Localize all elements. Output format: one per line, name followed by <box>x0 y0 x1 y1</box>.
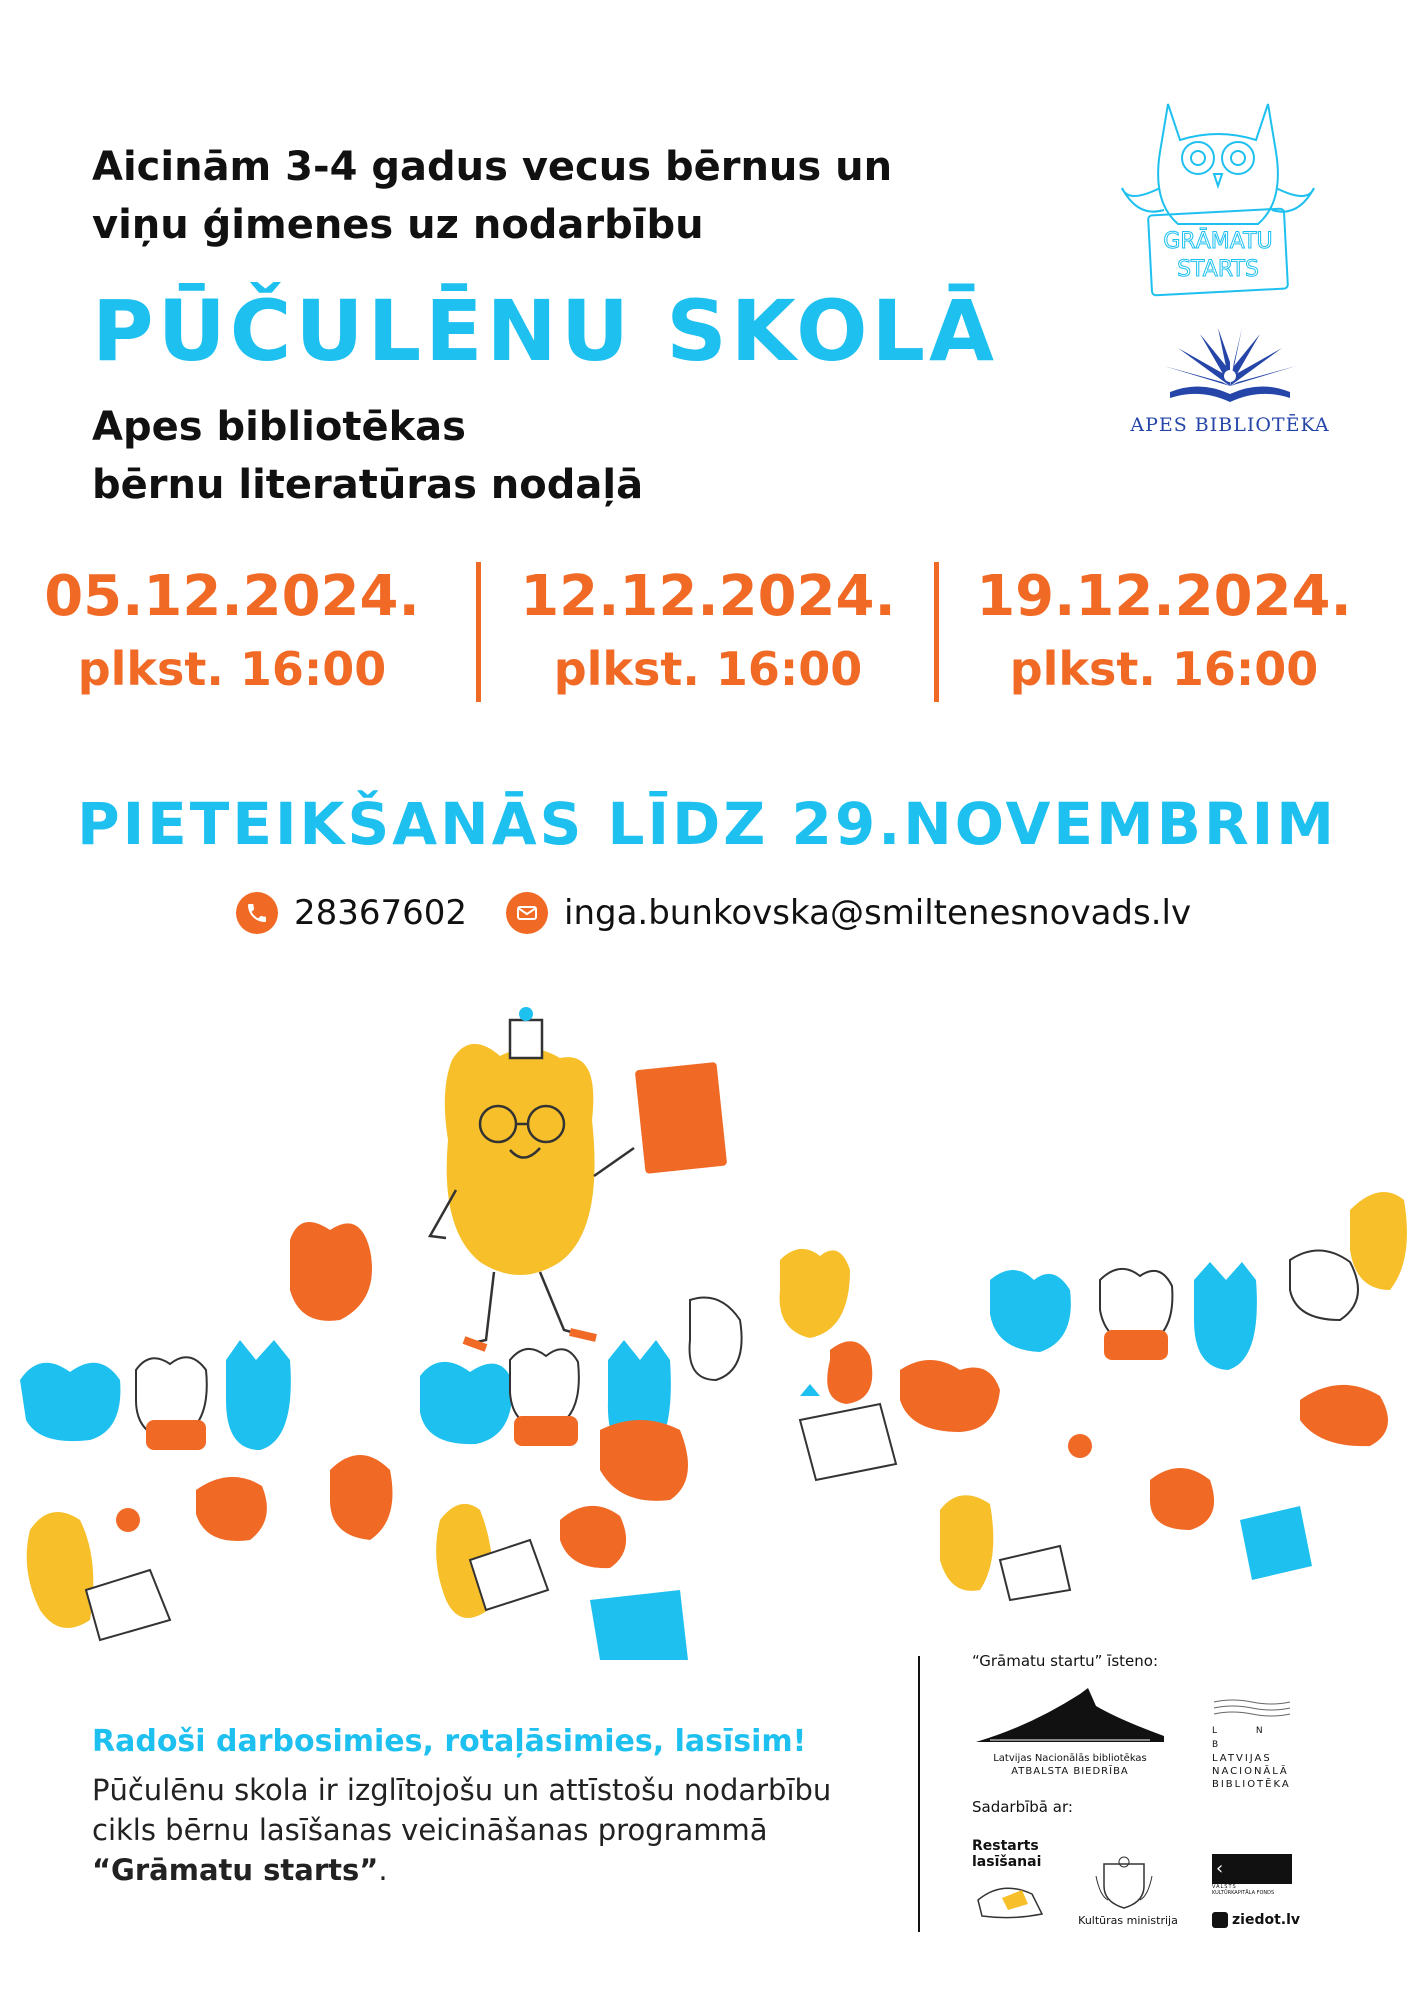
lnb-waves-icon <box>1212 1698 1292 1720</box>
email-address[interactable]: inga.bunkovska@smiltenesnovads.lv <box>564 893 1192 933</box>
description-end: . <box>378 1853 388 1887</box>
owl-logo-icon <box>1118 92 1318 302</box>
coat-of-arms-icon <box>1094 1856 1154 1910</box>
date-block-1 <box>12 562 452 706</box>
owlets-row <box>20 1192 1407 1458</box>
owlets-front <box>27 1384 1312 1660</box>
ziedot-label: ziedot.lv <box>1232 1912 1301 1928</box>
date-1: 05.12.2024. <box>44 564 420 629</box>
castle-of-light-icon <box>970 1686 1170 1748</box>
phone-number[interactable]: 28367602 <box>294 893 468 933</box>
cooperation-label: Sadarbībā ar: <box>972 1798 1073 1816</box>
reading-owls-illustration <box>0 1000 1414 1660</box>
intro-text <box>92 138 992 254</box>
lnb-line-2: NACIONĀLĀ <box>1212 1766 1289 1777</box>
vkkf-logo <box>1212 1854 1312 1898</box>
registration-deadline: PIETEIKŠANĀS LĪDZ 29.NOVEMBRIM <box>77 790 1337 858</box>
venue-text <box>92 398 643 514</box>
time-1: plkst. 16:00 <box>77 642 387 696</box>
venue-line-1: Apes bibliotēkas <box>92 404 466 450</box>
phone-icon <box>236 892 278 934</box>
owl-logo-line-1: GRĀMATU <box>1163 229 1273 254</box>
date-block-2 <box>488 562 928 706</box>
restarts-reader-icon <box>972 1870 1052 1924</box>
vkkf-line-2: KULTŪRKAPITĀLA FONDS <box>1212 1890 1275 1896</box>
intro-line-2: viņu ģimenes uz nodarbību <box>92 202 704 248</box>
phone-contact[interactable] <box>236 892 467 934</box>
partners-divider <box>918 1656 920 1932</box>
ministry-label: Kultūras ministrija <box>1078 1914 1178 1927</box>
description-text: Pūčulēnu skola ir izglītojošu un attīstošu nodarbību cikls bērnu lasīšanas veicināšanas programmā <box>92 1773 832 1847</box>
date-3: 19.12.2024. <box>976 564 1352 629</box>
ziedot-icon <box>1212 1912 1228 1928</box>
library-logo-label: APES BIBLIOTĒKA <box>1130 414 1330 436</box>
date-2: 12.12.2024. <box>520 564 896 629</box>
restarts-logo <box>972 1838 1062 1938</box>
restarts-line-1: Restarts <box>972 1838 1039 1854</box>
time-3: plkst. 16:00 <box>1009 642 1319 696</box>
lnb-support-logo <box>970 1686 1170 1782</box>
lnb-line-3: BIBLIOTĒKA <box>1212 1779 1291 1790</box>
date-divider-2 <box>934 562 939 702</box>
ministry-logo <box>1078 1856 1178 1936</box>
lnb-line-1: LATVIJAS <box>1212 1753 1272 1764</box>
teacher-owl <box>430 1007 634 1348</box>
lnb-logo <box>1212 1698 1302 1788</box>
owl-logo-line-2: STARTS <box>1177 257 1259 282</box>
apes-library-logo <box>1130 326 1330 436</box>
ziedot-logo <box>1212 1912 1300 1928</box>
venue-line-2: bērnu literatūras nodaļā <box>92 462 644 508</box>
vkkf-mark-icon: ‹ <box>1212 1854 1292 1884</box>
bottom-heading: Radoši darbosimies, rotaļāsimies, lasīsim! <box>92 1724 807 1759</box>
implemented-by-label: “Grāmatu startu” īsteno: <box>972 1652 1158 1670</box>
bottom-description <box>92 1770 852 1890</box>
teacher-book <box>635 1062 727 1174</box>
cornflower-book-icon <box>1130 326 1330 406</box>
date-block-3 <box>944 562 1384 706</box>
gramatu-starts-logo <box>1118 92 1318 302</box>
time-2: plkst. 16:00 <box>553 642 863 696</box>
intro-line-1: Aicinām 3-4 gadus vecus bērnus un <box>92 144 893 190</box>
program-name: “Grāmatu starts” <box>92 1853 379 1887</box>
lnb-letters: L N B <box>1212 1726 1281 1750</box>
restarts-line-2: lasīšanai <box>972 1854 1042 1870</box>
lnb-support-line-2: ATBALSTA BIEDRĪBA <box>1011 1766 1129 1777</box>
date-divider-1 <box>476 562 481 702</box>
lnb-support-line-1: Latvijas Nacionālās bibliotēkas <box>993 1753 1147 1764</box>
email-contact[interactable] <box>506 892 1191 934</box>
owlets-illustration <box>0 1000 1414 1660</box>
email-icon <box>506 892 548 934</box>
vkkf-line-1: VALSTS <box>1212 1884 1237 1890</box>
page-title: PŪČULĒNU SKOLĀ <box>92 282 999 380</box>
